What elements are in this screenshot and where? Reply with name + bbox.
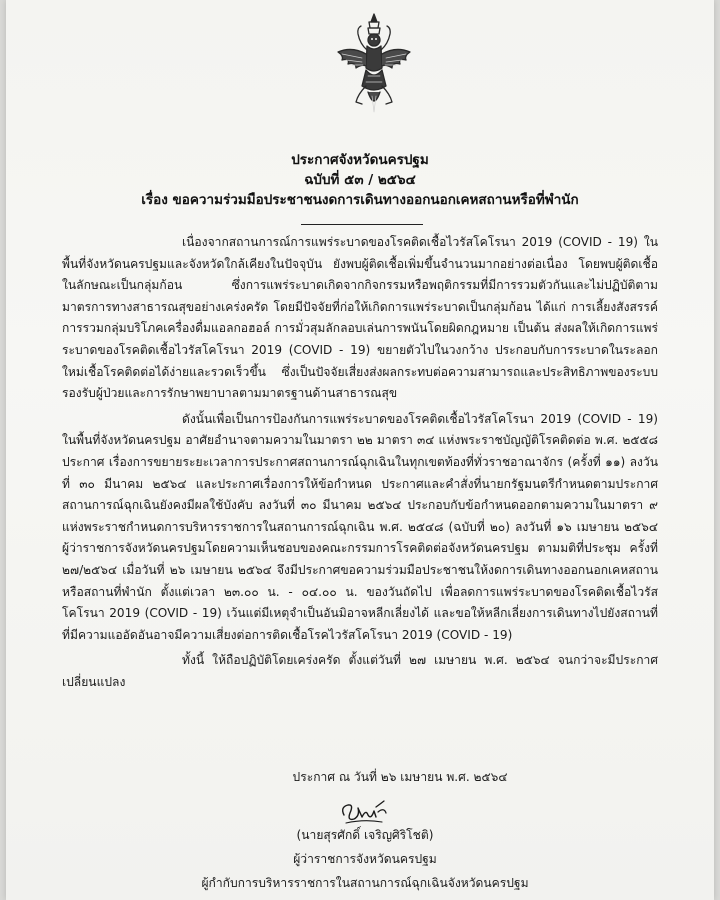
signatory-role: ผู้กำกับการบริหารราชการในสถานการณ์ฉุกเฉินจังหวัดนครปฐม xyxy=(201,876,529,890)
handwritten-signature xyxy=(336,793,392,827)
header-divider xyxy=(301,224,423,225)
announcement-title: ประกาศจังหวัดนครปฐม xyxy=(291,152,429,168)
body-paragraph-2: ดังนั้นเพื่อเป็นการป้องกันการแพร่ระบาดของโรคติดเชื้อไวรัสโคโรนา 2019 (COVID - 19) ในพื้นที่จังหวัดนครปฐม อาศัยอำนาจตามความในมาตรา ๒๒ มาตรา ๓๔ แห่งพระราชบัญญัติโรคติดต่อ พ.ศ. ๒๕๕๘ ประกาศ เรื่องการขยายระยะเวลาการประกาศสถานการณ์ฉุกเฉินในทุกเขตท้องที่ทั่วราชอาณาจักร (ครั้งที่ ๑๑) ลงวันที่ ๓๐ มีนาคม ๒๕๖๔ และประกาศเรื่องการให้ข้อกำหนด ประกาศและคำสั่งที่นายกรัฐมนตรีกำหนดตามประกาศสถานการณ์ฉุกเฉินยังคงมีผลใช้บังคับ ลงวันที่ ๓๐ มีนาคม ๒๕๖๔ ประกอบกับข้อกำหนดออกตามความในมาตรา ๙ แห่งพระราชกำหนดการบริหารราชการในสถานการณ์ฉุกเฉิน พ.ศ. ๒๕๔๘ (ฉบับที่ ๒๐) ลงวันที่ ๑๖ เมษายน ๒๕๖๔ ผู้ว่าราชการจังหวัดนครปฐมโดยความเห็นชอบของคณะกรรมการโรคติดต่อจังหวัดนครปฐม ตามมติที่ประชุม ครั้งที่ ๒๗/๒๕๖๔ เมื่อวันที่ ๒๖ เมษายน ๒๕๖๔ จึงมีประกาศขอความร่วมมือประชาชนให้งดการเดินทางออกนอกเคหสถานหรือสถานที่พำนัก ตั้งแต่เวลา ๒๓.๐๐ น. - ๐๔.๐๐ น. ของวันถัดไป เพื่อลดการแพร่ระบาดของโรคติดเชื้อไวรัสโคโรนา 2019 (COVID - 19) เว้นแต่มีเหตุจำเป็นอันมิอาจหลีกเลี่ยงได้ และขอให้หลีกเลี่ยงการเดินทางไปยังสถานที่ที่มีความแออัดอันอาจมีความเสี่ยงต่อการติดเชื้อโรคไวรัสโคโรนา 2019 (COVID - 19) xyxy=(62,411,658,642)
announcement-number: ฉบับที่ ๕๓ / ๒๕๖๔ xyxy=(304,172,416,188)
body-paragraph-1: เนื่องจากสถานการณ์การแพร่ระบาดของโรคติดเชื้อไวรัสโคโรนา 2019 (COVID - 19) ในพื้นที่จังหวัดนครปฐมและจังหวัดใกล้เคียงในปัจจุบัน ยังพบผู้ติดเชื้อเพิ่มขึ้นจำนวนมากอย่างต่อเนื่อง โดยพบผู้ติดเชื้อในลักษณะเป็นกลุ่มก้อน ซึ่งการแพร่ระบาดเกิดจากกิจกรรมหรือพฤติกรรมที่มีการรวมตัวกันและไม่ปฏิบัติตามมาตรการทางสาธารณสุขอย่างเคร่งครัด โดยมีปัจจัยที่ก่อให้เกิดการแพร่ระบาดเป็นกลุ่มก้อน ได้แก่ การเลี้ยงสังสรรค์การรวมกลุ่มบริโภคเครื่องดื่มแอลกอฮอล์ การมั่วสุมลักลอบเล่นการพนันโดยผิดกฎหมาย เป็นต้น ส่งผลให้เกิดการแพร่ระบาดของโรคติดเชื้อไวรัสโคโรนา 2019 (COVID - 19) ขยายตัวไปในวงกว้าง ประกอบกับการระบาดในระลอกใหม่เชื้อโรคติดต่อได้ง่ายและรวดเร็วขึ้น ซึ่งเป็นปัจจัยเสี่ยงส่งผลกระทบต่อความสามารถและประสิทธิภาพของระบบรองรับผู้ป่วยและการรักษาพยาบาลตามมาตรฐานด้านสาธารณสุข xyxy=(62,235,658,401)
signatory-name: (นายสุรศักดิ์ เจริญศิริโชติ) xyxy=(296,828,434,842)
garuda-emblem-icon xyxy=(332,10,416,120)
announcement-dateline: ประกาศ ณ วันที่ ๒๖ เมษายน พ.ศ. ๒๕๖๔ xyxy=(292,770,508,784)
signatory-title: ผู้ว่าราชการจังหวัดนครปฐม xyxy=(293,852,437,866)
announcement-body xyxy=(62,232,658,697)
announcement-subject: เรื่อง ขอความร่วมมือประชาชนงดการเดินทางออกนอกเคหสถานหรือที่พำนัก xyxy=(141,192,579,208)
body-paragraph-3: ทั้งนี้ ให้ถือปฏิบัติโดยเคร่งครัด ตั้งแต่วันที่ ๒๗ เมษายน พ.ศ. ๒๕๖๔ จนกว่าจะมีประกาศเปลี่ยนแปลง xyxy=(62,653,658,689)
